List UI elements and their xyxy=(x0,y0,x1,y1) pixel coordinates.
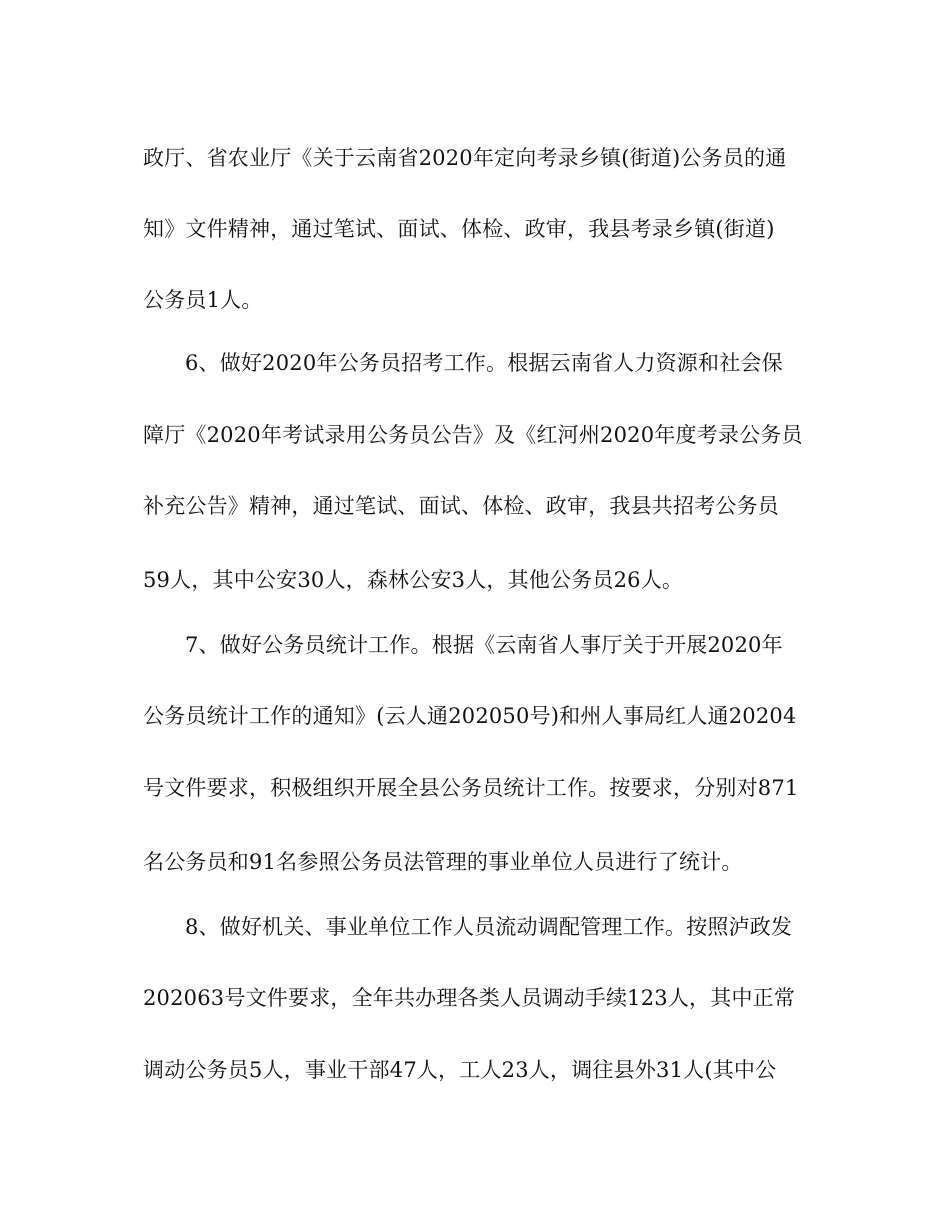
text-line-10: 号文件要求，积极组织开展全县公务员统计工作。按要求，分别对871 xyxy=(143,776,799,800)
text-line-2: 知》文件精神，通过笔试、面试、体检、政审，我县考录乡镇(街道) xyxy=(143,217,775,241)
text-line-6: 补充公告》精神，通过笔试、面试、体检、政审，我县共招考公务员 xyxy=(143,494,779,518)
text-line-11: 名公务员和91名参照公务员法管理的事业单位人员进行了统计。 xyxy=(143,850,743,874)
text-line-7: 59人，其中公安30人，森林公安3人，其他公务员26人。 xyxy=(143,568,684,592)
text-line-4: 6、做好2020年公务员招考工作。根据云南省人力资源和社会保 xyxy=(185,351,783,375)
text-line-9: 公务员统计工作的通知》(云人通202050号)和州人事局红人通20204 xyxy=(143,704,797,728)
text-line-8: 7、做好公务员统计工作。根据《云南省人事厅关于开展2020年 xyxy=(185,633,783,657)
text-line-5: 障厅《2020年考试录用公务员公告》及《红河州2020年度考录公务员 xyxy=(143,423,803,447)
text-line-12: 8、做好机关、事业单位工作人员流动调配管理工作。按照泸政发 xyxy=(185,915,793,939)
text-line-13: 202063号文件要求，全年共办理各类人员调动手续123人，其中正常 xyxy=(143,986,796,1010)
text-line-1: 政厅、省农业厅《关于云南省2020年定向考录乡镇(街道)公务员的通 xyxy=(143,146,787,170)
text-line-3: 公务员1人。 xyxy=(143,288,263,312)
text-line-14: 调动公务员5人，事业干部47人，工人23人，调往县外31人(其中公 xyxy=(143,1058,777,1082)
